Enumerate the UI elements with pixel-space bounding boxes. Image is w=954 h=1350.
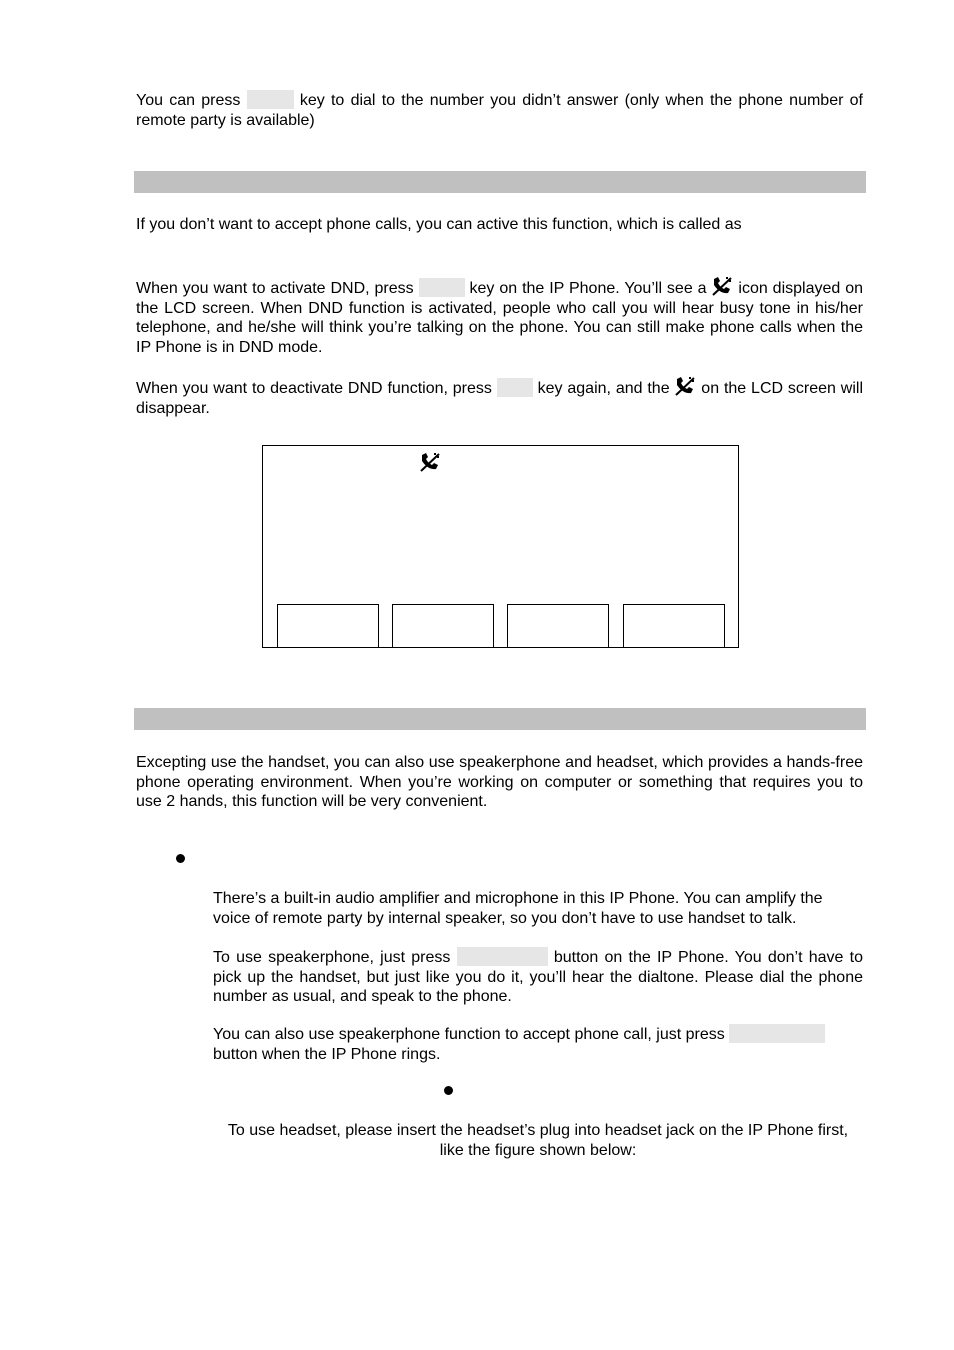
speaker-p2-text-before: To use speakerphone, just press [213, 949, 457, 966]
speaker-paragraph-3 [213, 1024, 863, 1064]
lcd-softkey-4 [623, 604, 725, 647]
key-placeholder-dnd [419, 278, 465, 297]
dnd-phone-icon [711, 276, 733, 296]
headset-paragraph [213, 1121, 863, 1160]
speaker-p2-text-after: button on the IP Phone. You don’t have to pick up the handset, but just like you do it, you’ll hear the dialtone. Please dial the phone number as usual, and speak to the phone. [213, 949, 864, 1005]
headset-line-1: To use headset, please insert the headset’s plug into headset jack on the IP Phone first, [227, 1122, 849, 1139]
dnd-deactivate-paragraph [136, 376, 863, 418]
lcd-softkey-1 [277, 604, 379, 647]
dnd-deactivate-text-after: on the LCD screen will disappear. [136, 380, 863, 417]
redial-paragraph [136, 90, 863, 130]
handsfree-intro: Excepting use the handset, you can also use speakerphone and headset, which provides a hands-free phone operating environment. When you’re working on computer or something that requires you to use 2 hands, this function will be very convenient. [136, 754, 863, 810]
dnd-phone-icon [419, 452, 441, 472]
lcd-softkey-3 [507, 604, 609, 647]
lcd-softkey-2 [392, 604, 494, 647]
speaker-p3-text-before: You can also use speakerphone function to accept phone call, just press [213, 1026, 730, 1043]
section-header-bar-handsfree [134, 708, 866, 730]
speaker-p3-text-after: button when the IP Phone rings. [213, 1045, 441, 1063]
speaker-paragraph-2 [213, 947, 863, 1007]
dnd-activate-paragraph [136, 276, 863, 357]
speaker-paragraph-1: There’s a built-in audio amplifier and microphone in this IP Phone. You can amplify the voice of remote party by internal speaker, so you don’t have to use handset to talk. [213, 890, 823, 927]
dnd-activate-text-mid: key on the IP Phone. You’ll see a [464, 280, 712, 297]
section-header-bar-dnd [134, 171, 866, 193]
dnd-intro: If you don’t want to accept phone calls, you can active this function, which is called as [136, 216, 742, 233]
dnd-activate-text-before: When you want to activate DND, press [136, 280, 419, 297]
key-placeholder-speaker-answer [729, 1024, 825, 1043]
key-placeholder-speaker [457, 947, 548, 966]
bullet-dot [176, 854, 185, 863]
dnd-activate-text-after: icon displayed on the LCD screen. When DND function is activated, people who call you will hear busy tone in his/her telephone, and he/she will think you’re talking on the phone. You can still make phone calls when the IP Phone is in DND mode. [136, 280, 863, 356]
redial-text-after: key to dial to the number you didn’t answer (only when the phone number of remote party is available) [136, 92, 863, 129]
dnd-deactivate-text-before: When you want to deactivate DND function, press [136, 380, 497, 397]
headset-line-2: like the figure shown below: [439, 1141, 637, 1159]
redial-text-before: You can press [136, 92, 247, 109]
bullet-dot [444, 1086, 453, 1095]
dnd-phone-icon [674, 376, 696, 396]
key-placeholder-dnd-again [497, 378, 533, 397]
dnd-deactivate-text-mid: key again, and the [532, 380, 675, 397]
key-placeholder-redial [247, 90, 294, 109]
lcd-screen-figure [262, 445, 739, 648]
